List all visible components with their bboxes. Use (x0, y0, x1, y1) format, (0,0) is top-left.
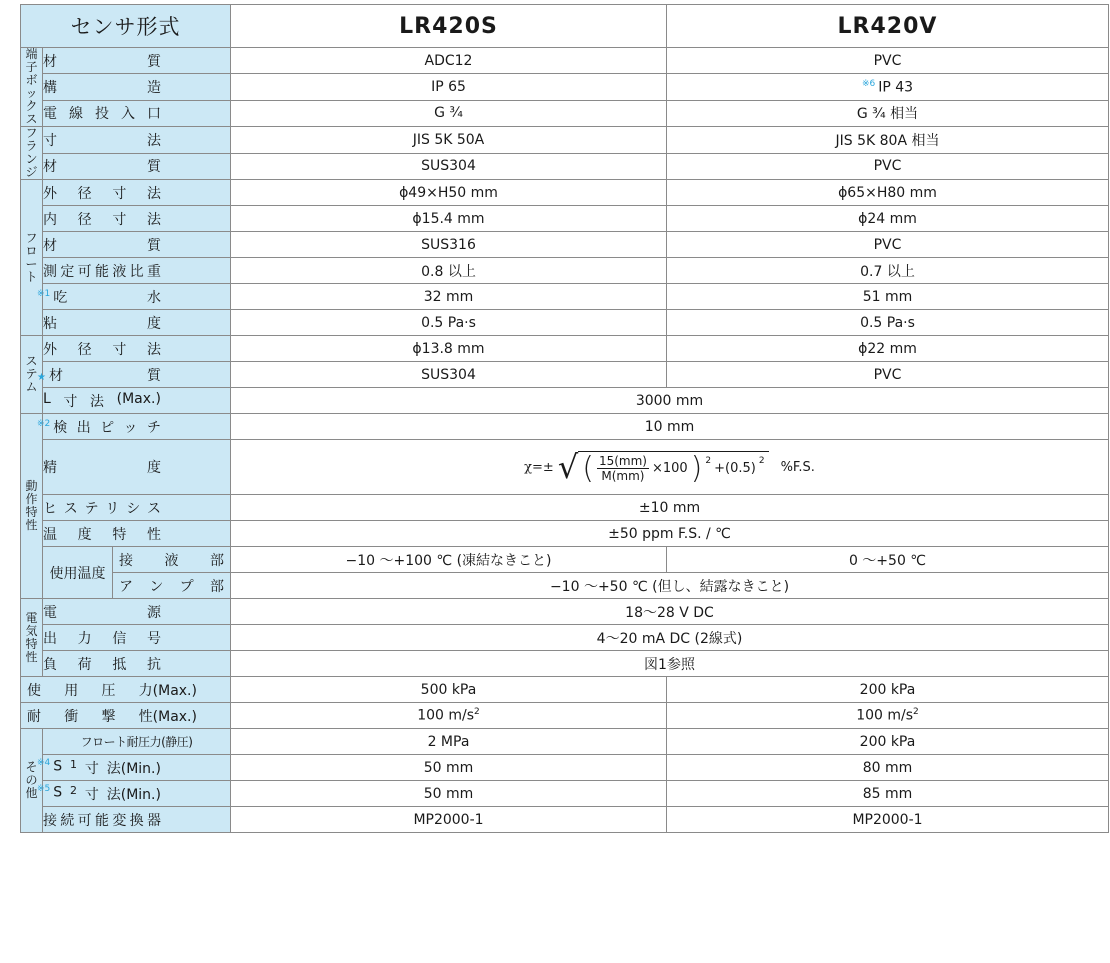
table-row (21, 310, 1109, 336)
spec-table (20, 4, 1109, 833)
paren-icon: ( (582, 450, 594, 486)
group-stem: ステム (21, 336, 43, 414)
row-label: 精 度 (43, 440, 231, 495)
model-lr420v-header: LR420V (667, 5, 1109, 48)
cell-lr420s: 32 mm (231, 284, 667, 310)
table-row (21, 48, 1109, 74)
table-row (21, 703, 1109, 729)
row-label: 出 力 信 号 (43, 625, 231, 651)
table-row (21, 100, 1109, 126)
formula-root: √ ( $\frac{15(mm)}{M(mm)}$ ×100 ) 2 +(0.5) 2 (558, 449, 769, 485)
cell-both: ±50 ppm F.S. / ℃ (231, 521, 1109, 547)
table-row (21, 807, 1109, 833)
cell-lr420s: IP 65 (231, 74, 667, 100)
cell-both: ±10 mm (231, 495, 1109, 521)
cell-lr420v: PVC (667, 232, 1109, 258)
row-label: 材 質 (43, 232, 231, 258)
table-row (21, 232, 1109, 258)
cell-lr420v: 200 kPa (667, 729, 1109, 755)
row-label: フロート耐圧力(静圧) (43, 729, 231, 755)
cell-lr420v: PVC (667, 48, 1109, 74)
cell-lr420v: 200 kPa (667, 677, 1109, 703)
row-label: 温 度 特 性 (43, 521, 231, 547)
table-row (21, 651, 1109, 677)
cell-lr420v: PVC (667, 362, 1109, 388)
row-label: 使 用 圧 力(Max.) (21, 677, 231, 703)
cell-both: 4～20 mA DC (2線式) (231, 625, 1109, 651)
cell-lr420v: 80 mm (667, 755, 1109, 781)
cell-lr420v: ϕ24 mm (667, 206, 1109, 232)
cell-lr420v: 0 ～+50 ℃ (667, 547, 1109, 573)
row-label: $^{※5}$ S 2 寸 法(Min.) (43, 781, 231, 807)
footnote-mark: ※2 (37, 418, 51, 429)
table-row (21, 573, 1109, 599)
row-label: 負 荷 抵 抗 (43, 651, 231, 677)
cell-lr420v: 51 mm (667, 284, 1109, 310)
radical-icon: √ (557, 448, 579, 486)
cell-lr420v: 0.7 以上 (667, 258, 1109, 284)
cell-lr420v: 0.5 Pa·s (667, 310, 1109, 336)
table-row (21, 781, 1109, 807)
footnote-mark: ※4 (37, 757, 51, 768)
cell-lr420v: JIS 5K 80A 相当 (667, 127, 1109, 154)
row-label: 外 径 寸 法 (43, 336, 231, 362)
cell-both: 3000 mm (231, 388, 1109, 414)
star-mark-icon: ★ (37, 371, 46, 383)
cell-lr420s: 50 mm (231, 781, 667, 807)
table-row (21, 388, 1109, 414)
row-label: $^{※1}$ 吃 水 (43, 284, 231, 310)
cell-lr420s: −10 ～+100 ℃ (凍結なきこと) (231, 547, 667, 573)
cell-lr420s: G ¾ (231, 100, 667, 126)
cell-lr420v: MP2000-1 (667, 807, 1109, 833)
table-row (21, 258, 1109, 284)
cell-lr420v: 100 $m/s^2$ (667, 703, 1109, 729)
formula-lhs: χ=± (524, 459, 554, 475)
table-row (21, 625, 1109, 651)
row-label: 構 造 (43, 74, 231, 100)
cell-lr420v: ϕ65×H80 mm (667, 180, 1109, 206)
row-label: L 寸 法 (Max.) (43, 388, 231, 414)
row-label: 材 質 (43, 48, 231, 74)
table-row (21, 74, 1109, 100)
table-row (21, 521, 1109, 547)
sensor-type-header: センサ形式 (21, 5, 231, 48)
table-row (21, 547, 1109, 573)
row-label: ★ 材 質 (43, 362, 231, 388)
group-flange: フランジ (21, 127, 43, 180)
cell-lr420s: SUS304 (231, 153, 667, 180)
table-row (21, 284, 1109, 310)
row-label: $^{※4}$ S 1 寸 法(Min.) (43, 755, 231, 781)
cell-lr420s: SUS316 (231, 232, 667, 258)
cell-lr420s: ADC12 (231, 48, 667, 74)
cell-lr420s: 0.8 以上 (231, 258, 667, 284)
group-operation: 動作特性 (21, 414, 43, 599)
footnote-mark: ※1 (37, 288, 51, 299)
cell-lr420v: $^{※6}$ IP 43 (667, 74, 1109, 100)
cell-lr420s: 2 MPa (231, 729, 667, 755)
cell-lr420s: MP2000-1 (231, 807, 667, 833)
table-row (21, 729, 1109, 755)
accuracy-formula-cell (231, 440, 1109, 495)
row-label: ア ン プ 部 (113, 573, 231, 599)
cell-lr420s: 500 kPa (231, 677, 667, 703)
table-row (21, 206, 1109, 232)
cell-both: 18～28 V DC (231, 599, 1109, 625)
row-label: 接 液 部 (113, 547, 231, 573)
footnote-mark: ※6 (861, 78, 876, 89)
row-label: 材 質 (43, 153, 231, 180)
table-row (21, 440, 1109, 495)
table-row (21, 755, 1109, 781)
formula-unit: %F.S. (780, 459, 815, 475)
table-row (21, 599, 1109, 625)
footnote-mark: ※5 (37, 783, 51, 794)
table-row (21, 495, 1109, 521)
row-label: 測 定 可 能 液 比 重 (43, 258, 231, 284)
cell-lr420v: G ¾ 相当 (667, 100, 1109, 126)
paren-icon: ) (690, 450, 703, 486)
cell-lr420s: JIS 5K 50A (231, 127, 667, 154)
cell-lr420s: 50 mm (231, 755, 667, 781)
row-label: $^{※2}$ 検 出 ピ ッ チ (43, 414, 231, 440)
cell-both: 図1参照 (231, 651, 1109, 677)
cell-lr420v: ϕ22 mm (667, 336, 1109, 362)
table-row (21, 153, 1109, 180)
cell-lr420s: ϕ49×H50 mm (231, 180, 667, 206)
cell-both: −10 ～+50 ℃ (但し、結露なきこと) (231, 573, 1109, 599)
operating-temp-label: 使用温度 (43, 547, 113, 599)
header-row (21, 5, 1109, 48)
cell-lr420s: 100 $m/s^2$ (231, 703, 667, 729)
group-other: その他 (21, 729, 43, 833)
table-row (21, 180, 1109, 206)
row-label: 粘 度 (43, 310, 231, 336)
cell-lr420s: ϕ15.4 mm (231, 206, 667, 232)
accuracy-formula (524, 449, 815, 485)
row-label: 接 続 可 能 変 換 器 (43, 807, 231, 833)
table-row (21, 677, 1109, 703)
model-lr420s-header: LR420S (231, 5, 667, 48)
row-label: 内 径 寸 法 (43, 206, 231, 232)
row-label: 耐 衝 撃 性(Max.) (21, 703, 231, 729)
cell-lr420v: PVC (667, 153, 1109, 180)
group-float: フロート (21, 180, 43, 336)
cell-both: 10 mm (231, 414, 1109, 440)
group-terminal-box: 端子ボックス (21, 48, 43, 127)
row-label: 電 線 投 入 口 (43, 100, 231, 126)
table-row (21, 414, 1109, 440)
cell-lr420s: SUS304 (231, 362, 667, 388)
table-row (21, 336, 1109, 362)
table-row (21, 127, 1109, 154)
cell-lr420v: 85 mm (667, 781, 1109, 807)
group-electrical: 電気特性 (21, 599, 43, 677)
cell-lr420s: 0.5 Pa·s (231, 310, 667, 336)
row-label: 電 源 (43, 599, 231, 625)
table-row (21, 362, 1109, 388)
cell-lr420s: ϕ13.8 mm (231, 336, 667, 362)
row-label: ヒ ス テ リ シ ス (43, 495, 231, 521)
row-label: 寸 法 (43, 127, 231, 154)
row-label: 外 径 寸 法 (43, 180, 231, 206)
formula-fraction: $\frac{15(mm)}{M(mm)}$ (598, 454, 647, 483)
